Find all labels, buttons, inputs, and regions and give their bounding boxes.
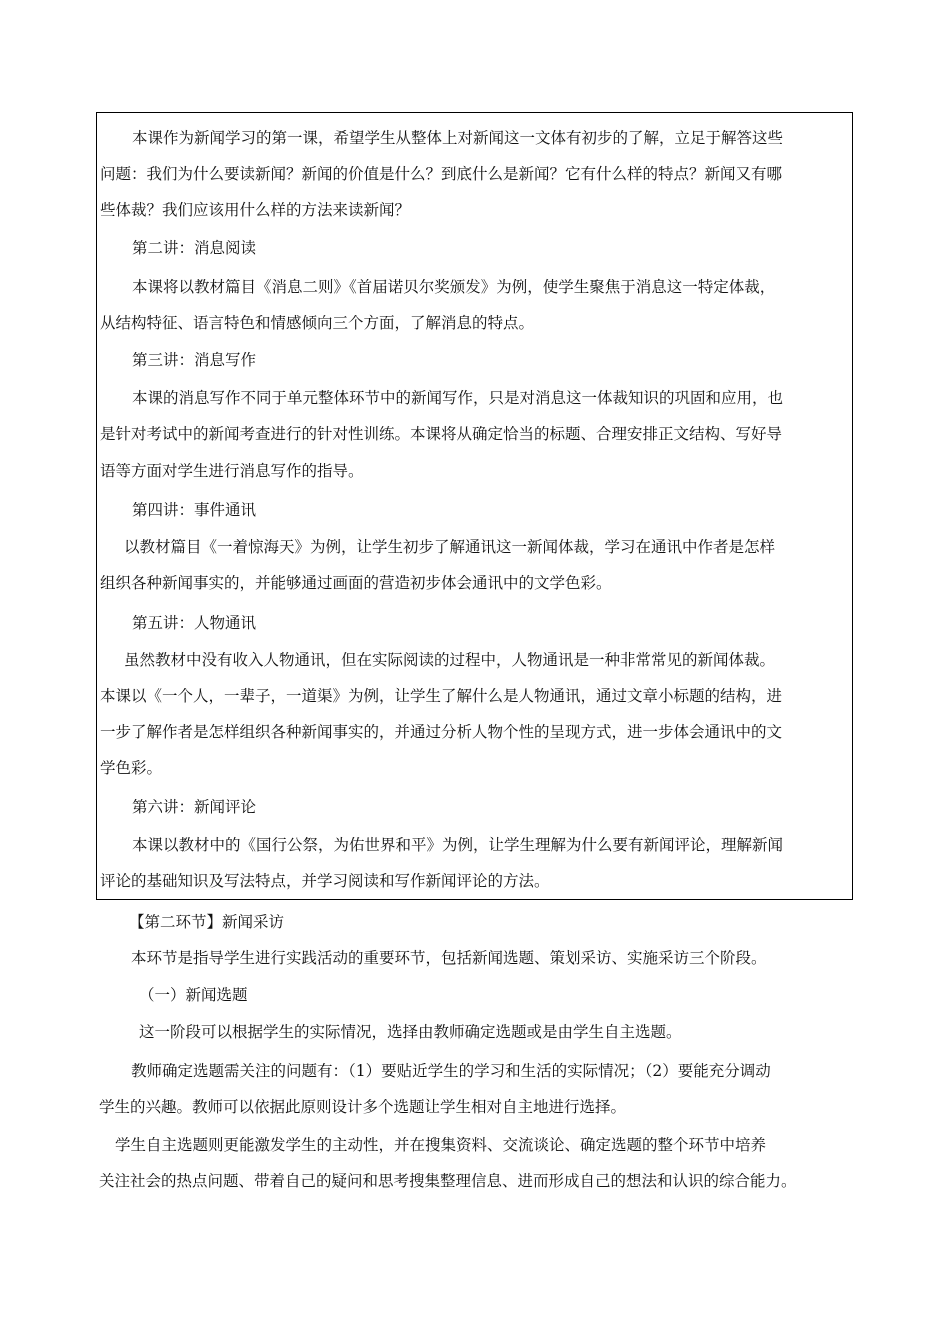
section-heading-6: 第六讲：新闻评论 bbox=[132, 798, 257, 816]
text-line-29: 关注社会的热点问题、带着自己的疑问和思考搜集整理信息、进而形成自己的想法和认识的综合能力。 bbox=[99, 1172, 797, 1190]
text-line-25: 这一阶段可以根据学生的实际情况，选择由教师确定选题或是由学生自主选题。 bbox=[139, 1023, 682, 1041]
text-line-16: 本课以《一个人，一辈子，一道渠》为例，让学生了解什么是人物通讯，通过文章小标题的结构，进 bbox=[100, 687, 783, 705]
section-heading-stage-2: 【第二环节】新闻采访 bbox=[129, 913, 285, 931]
text-line-3: 些体裁？我们应该用什么样的方法来读新闻？ bbox=[100, 201, 411, 219]
text-line-1: 本课作为新闻学习的第一课，希望学生从整体上对新闻这一文体有初步的了解，立足于解答这些 bbox=[132, 129, 784, 147]
text-line-9: 是针对考试中的新闻考查进行的针对性训练。本课将从确定恰当的标题、合理安排正文结构、写好导 bbox=[100, 425, 783, 443]
text-line-12: 以教材篇目《一着惊海天》为例，让学生初步了解通讯这一新闻体裁，学习在通讯中作者是怎样 bbox=[124, 538, 776, 556]
section-heading-4: 第四讲：事件通讯 bbox=[132, 501, 257, 519]
text-line-21: 评论的基础知识及写法特点，并学习阅读和写作新闻评论的方法。 bbox=[100, 872, 550, 890]
section-heading-5: 第五讲：人物通讯 bbox=[132, 614, 257, 632]
text-line-10: 语等方面对学生进行消息写作的指导。 bbox=[100, 462, 364, 480]
text-line-2: 问题：我们为什么要读新闻？新闻的价值是什么？到底什么是新闻？它有什么样的特点？新闻又有哪 bbox=[100, 165, 783, 183]
text-line-23: 本环节是指导学生进行实践活动的重要环节，包括新闻选题、策划采访、实施采访三个阶段。 bbox=[131, 949, 767, 967]
text-line-13: 组织各种新闻事实的，并能够通过画面的营造初步体会通讯中的文学色彩。 bbox=[100, 574, 612, 592]
section-heading-2: 第二讲：消息阅读 bbox=[132, 239, 257, 257]
text-line-15: 虽然教材中没有收入人物通讯，但在实际阅读的过程中，人物通讯是一种非常常见的新闻体裁。 bbox=[124, 651, 776, 669]
text-line-5: 本课将以教材篇目《消息二则》《首届诺贝尔奖颁发》为例，使学生聚焦于消息这一特定体裁， bbox=[132, 278, 776, 296]
section-heading-3: 第三讲：消息写作 bbox=[132, 351, 257, 369]
text-line-26: 教师确定选题需关注的问题有：（1）要贴近学生的学习和生活的实际情况；（2）要能充分调动 bbox=[131, 1062, 771, 1080]
text-line-27: 学生的兴趣。教师可以依据此原则设计多个选题让学生相对自主地进行选择。 bbox=[99, 1098, 627, 1116]
text-line-8: 本课的消息写作不同于单元整体环节中的新闻写作，只是对消息这一体裁知识的巩固和应用，也 bbox=[132, 389, 784, 407]
subsection-heading-1: （一）新闻选题 bbox=[139, 986, 248, 1004]
text-line-18: 学色彩。 bbox=[100, 759, 163, 777]
content-table-cell bbox=[96, 112, 853, 900]
text-line-17: 一步了解作者是怎样组织各种新闻事实的，并通过分析人物个性的呈现方式，进一步体会通讯中的文 bbox=[100, 723, 783, 741]
text-line-6: 从结构特征、语言特色和情感倾向三个方面，了解消息的特点。 bbox=[100, 314, 535, 332]
text-line-20: 本课以教材中的《国行公祭，为佑世界和平》为例，让学生理解为什么要有新闻评论，理解新闻 bbox=[132, 836, 784, 854]
text-line-28: 学生自主选题则更能激发学生的主动性，并在搜集资料、交流谈论、确定选题的整个环节中培养 bbox=[115, 1136, 767, 1154]
